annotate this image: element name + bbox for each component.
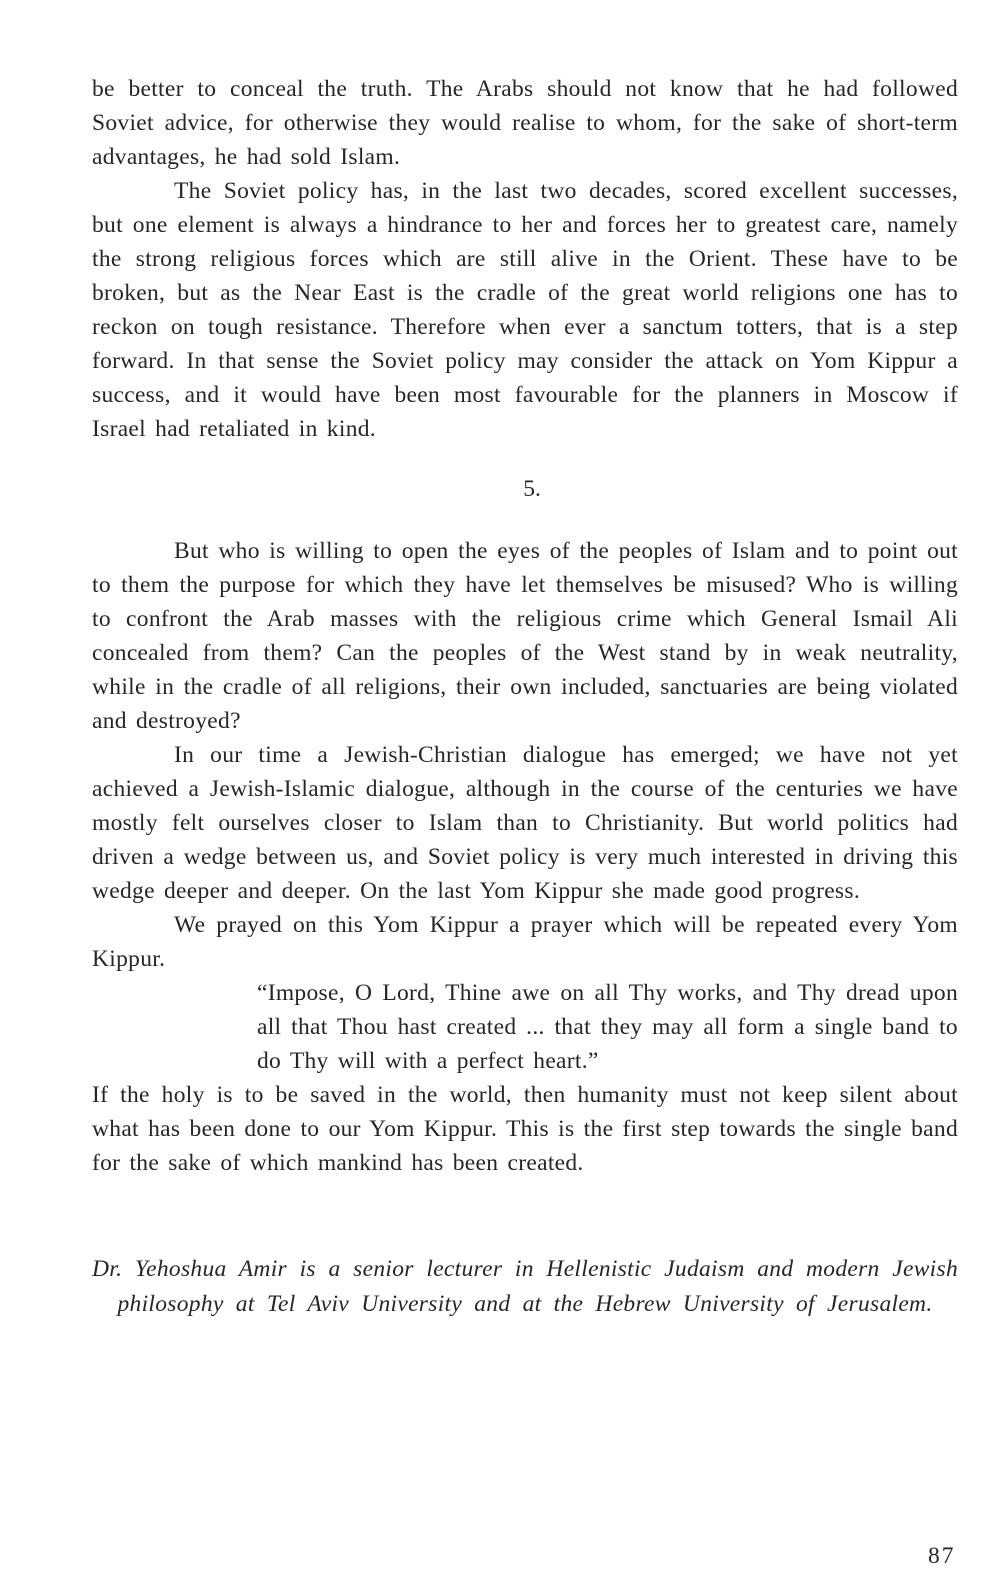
page-number: 87 — [928, 1543, 956, 1569]
paragraph-dialogue: In our time a Jewish-Christian dialogue has emerged; we have not yet achieved a Jewish-Islamic dialogue, although in the course of the centuries we have mostly felt ourselves closer to Islam than to Christianity. But world politics had driven a wedge between us, and Soviet policy is very much interested in driving this wedge deeper and deeper. On the last Yom Kippur she made good progress. — [92, 742, 958, 904]
section-number: 5. — [523, 476, 541, 502]
paragraph-conclusion: If the holy is to be saved in the world, then humanity must not keep silent about what has been done to our Yom Kippur. This is the first step towards the single band for the sake of which mankind has been created. — [92, 1082, 958, 1176]
page-body — [92, 72, 958, 1322]
prayer-quote: “Impose, O Lord, Thine awe on all Thy works, and Thy dread upon all that Thou hast created ... that they may all form a single band to do Thy will with a perfect heart.” — [257, 980, 958, 1074]
paragraph-soviet-policy: The Soviet policy has, in the last two decades, scored excellent successes, but one element is always a hindrance to her and forces her to greatest care, namely the strong religious forces which are still alive in the Orient. These have to be broken, but as the Near East is the cradle of the great world religions one has to reckon on tough resistance. Therefore when ever a sanctum totters, that is a step forward. In that sense the Soviet policy may consider the attack on Yom Kippur a success, and it would have been most favourable for the planners in Moscow if Israel had retaliated in kind. — [92, 178, 958, 442]
paragraph-continuation: be better to conceal the truth. The Arabs should not know that he had followed Soviet advice, for otherwise they would realise to whom, for the sake of short-term advantages, he had sold Islam. — [92, 76, 958, 170]
paragraph-peoples-of-islam: But who is willing to open the eyes of the peoples of Islam and to point out to them the purpose for which they have let themselves be misused? Who is willing to confront the Arab masses with the religious crime which General Ismail Ali concealed from them? Can the peoples of the West stand by in weak neutrality, while in the cradle of all religions, their own included, sanctuaries are being violated and destroyed? — [92, 538, 958, 734]
author-bio: Dr. Yehoshua Amir is a senior lecturer in Hellenistic Judaism and modern Jewish philosophy at Tel Aviv University and at the Hebrew University of Jerusalem. — [92, 1256, 958, 1317]
paragraph-prayer: We prayed on this Yom Kippur a prayer which will be repeated every Yom Kippur. — [92, 912, 958, 972]
